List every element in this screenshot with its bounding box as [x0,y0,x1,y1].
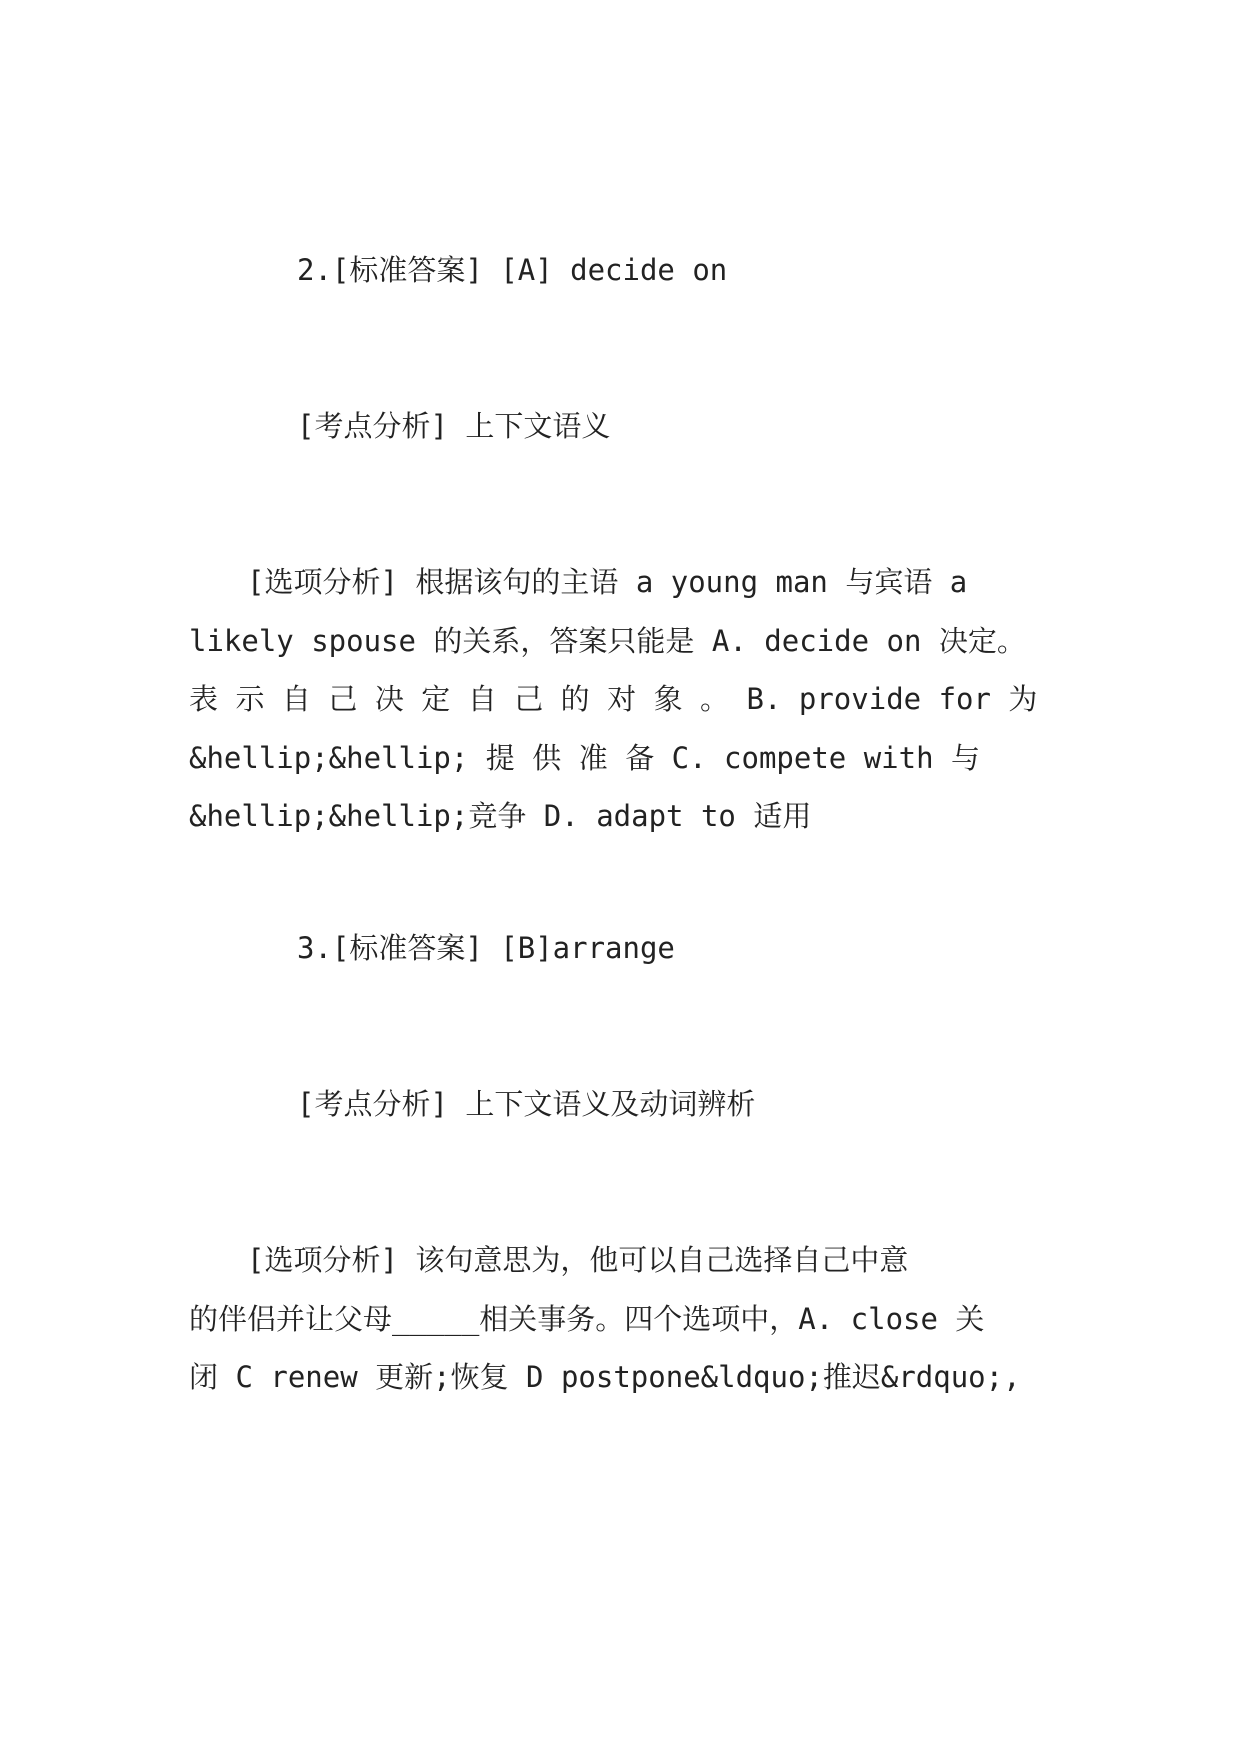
q3-point-line [297,1075,1054,1134]
q2-analysis-line-4: &hellip;&hellip; 提 供 准 备 C. compete with 与 [189,740,981,775]
q3-answer-text: 3.[标准答案] [B]arrange [297,931,675,965]
q3-analysis-line-2: 的伴侣并让父母_____相关事务。四个选项中，A. close 关 [189,1301,985,1336]
q3-analysis-line-3: 闭 C renew 更新;恢复 D postpone&ldquo;推迟&rdquo;, [189,1360,1021,1394]
q3-point-text: [考点分析] 上下文语义及动词辨析 [297,1087,756,1121]
q3-analysis-line-1: [选项分析] 该句意思为，他可以自己选择自己中意 [189,1243,909,1277]
q2-point-text: [考点分析] 上下文语义 [297,409,611,443]
q2-analysis-line-3: 表 示 自 己 决 定 自 己 的 对 象 。 B. provide for 为 [189,682,1038,716]
q2-analysis-line-1: [选项分析] 根据该句的主语 a young man 与宾语 a [189,565,968,599]
q3-analysis-paragraph [189,1231,1054,1407]
q2-analysis-line-5: &hellip;&hellip;竞争 D. adapt to 适用 [189,799,812,833]
q2-analysis-paragraph [189,553,1054,846]
q3-answer-line [297,919,1054,978]
q2-point-line [297,397,1054,456]
q2-answer-line [297,241,1054,300]
q2-analysis-line-2: likely spouse 的关系，答案只能是 A. decide on 决定。 [189,623,1026,658]
q2-answer-text: 2.[标准答案] [A] decide on [297,253,728,287]
